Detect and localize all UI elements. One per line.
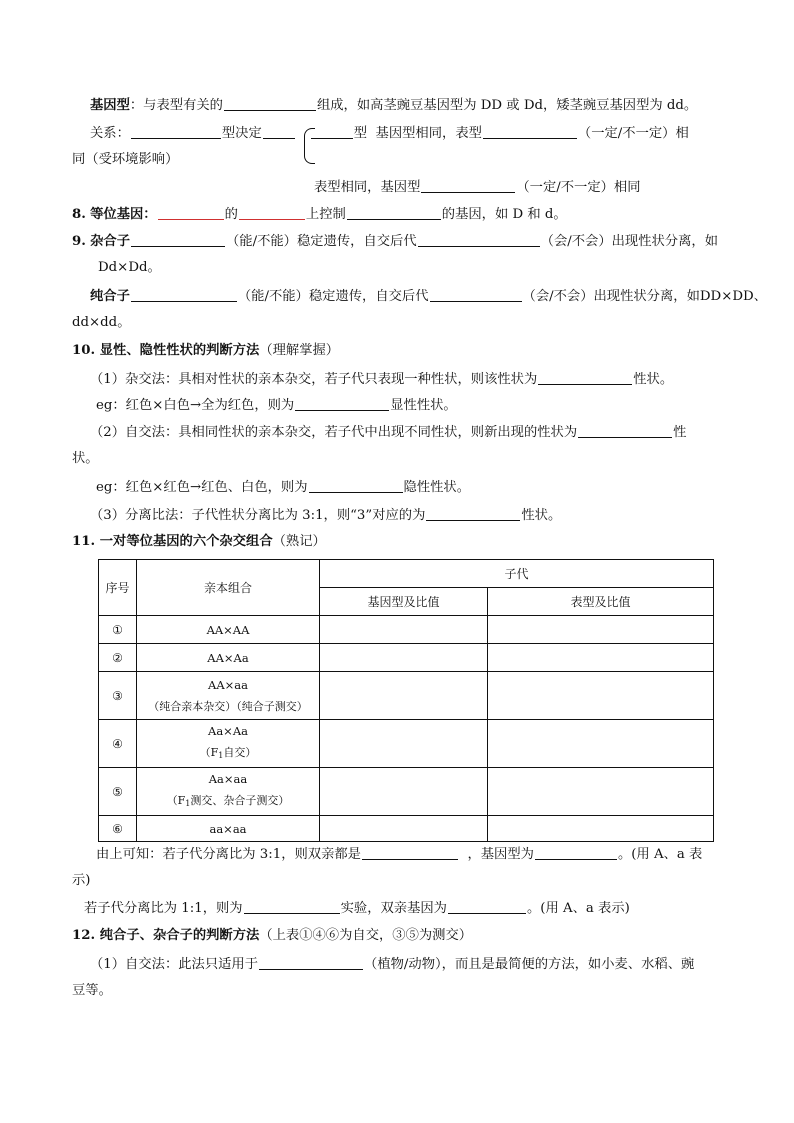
self-method: （2）自交法：具相同性状的亲本杂交，若子代中出现不同性状，则新出现的性状为 性	[90, 425, 687, 440]
blank[interactable]	[239, 205, 305, 220]
table-row: ⑤ Aa×aa （$F_1$测交、杂合子测交）	[99, 768, 714, 816]
self-example: eg：红色×红色→红色、白色，则为 隐性性状。	[96, 480, 471, 495]
header-genotype: 基因型及比值	[320, 588, 488, 616]
homozygote-example: dd×dd。	[72, 315, 131, 330]
cross-method: （1）杂交法：具相对性状的亲本杂交，若子代只表现一种性状，则该性状为 性状。	[90, 372, 674, 387]
blank[interactable]	[426, 506, 520, 521]
dominance-title: 10. 显性、隐性性状的判断方法（理解掌握）	[72, 343, 340, 358]
blank[interactable]	[538, 370, 632, 385]
answer-cell[interactable]	[320, 816, 488, 842]
answer-cell[interactable]	[488, 720, 714, 768]
blank[interactable]	[158, 205, 224, 220]
table-row: ② AA×Aa	[99, 644, 714, 672]
purity-self-method: （1）自交法：此法只适用于 （植物/动物），而且是最简便的方法，如小麦、水稻、豌	[90, 957, 695, 972]
allele-line: 8. 等位基因： 的 上控制 的基因，如 D 和 d。	[72, 207, 567, 222]
table-row: ④ Aa×Aa （$F_1$自交）	[99, 720, 714, 768]
blank[interactable]	[309, 478, 403, 493]
answer-cell[interactable]	[488, 672, 714, 720]
heterozygote-term: 杂合子	[90, 234, 131, 249]
heterozygote-example: Dd×Dd。	[98, 260, 161, 275]
blank[interactable]	[418, 232, 540, 247]
blank[interactable]	[263, 124, 295, 139]
answer-cell[interactable]	[320, 616, 488, 644]
table-row: ⑥ aa×aa	[99, 816, 714, 842]
answer-cell[interactable]	[320, 672, 488, 720]
header-phenotype: 表型及比值	[488, 588, 714, 616]
blank[interactable]	[347, 205, 441, 220]
answer-cell[interactable]	[488, 644, 714, 672]
blank[interactable]	[295, 396, 389, 411]
answer-cell[interactable]	[320, 644, 488, 672]
header-parents: 亲本组合	[137, 560, 320, 616]
purity-title: 12. 纯合子、杂合子的判断方法（上表①④⑥为自交，③⑤为测交）	[72, 928, 473, 943]
homozygote-term: 纯合子	[90, 289, 130, 304]
genotype-term: 基因型	[90, 98, 130, 113]
blank[interactable]	[362, 845, 458, 860]
answer-cell[interactable]	[320, 720, 488, 768]
brace-symbol	[304, 128, 315, 164]
blank[interactable]	[578, 423, 672, 438]
genotype-relation-cont: 同（受环境影响）	[72, 152, 179, 167]
conclusion-2: 若子代分离比为 1:1，则为 实验，双亲基因为 。(用 A、a 表示)	[84, 901, 630, 916]
six-crosses-title: 11. 一对等位基因的六个杂交组合（熟记）	[72, 534, 326, 549]
conclusion-1: 由上可知：若子代分离比为 3:1，则双亲都是 ，基因型为 。(用 A、a 表	[96, 847, 703, 862]
blank[interactable]	[244, 899, 340, 914]
blank[interactable]	[421, 178, 515, 193]
blank[interactable]	[483, 124, 577, 139]
genotype-relation: 关系： 型决定 型 基因型相同，表型 （一定/不一定）相	[90, 126, 689, 141]
answer-cell[interactable]	[488, 616, 714, 644]
answer-cell[interactable]	[488, 816, 714, 842]
blank[interactable]	[448, 899, 526, 914]
answer-cell[interactable]	[320, 768, 488, 816]
blank[interactable]	[311, 124, 353, 139]
self-method-cont: 状。	[72, 451, 99, 466]
allele-term: 等位基因：	[90, 207, 157, 222]
crosses-table	[98, 559, 714, 842]
blank[interactable]	[430, 287, 522, 302]
blank[interactable]	[224, 96, 316, 111]
header-offspring: 子代	[320, 560, 714, 588]
genotype-definition: 基因型：与表型有关的 组成，如高茎豌豆基因型为 DD 或 Dd，矮茎豌豆基因型为 dd。	[90, 98, 698, 113]
heterozygote-line: 9. 杂合子 （能/不能）稳定遗传，自交后代 （会/不会）出现性状分离，如	[72, 234, 718, 249]
table-row: ③ AA×aa （纯合亲本杂交）（纯合子测交）	[99, 672, 714, 720]
blank[interactable]	[131, 287, 237, 302]
genotype-relation-2: 表型相同，基因型 （一定/不一定）相同	[314, 180, 641, 195]
blank[interactable]	[131, 124, 221, 139]
conclusion-1-cont: 示)	[72, 873, 91, 888]
ratio-method: （3）分离比法：子代性状分离比为 3:1，则“3”对应的为 性状。	[90, 508, 562, 523]
answer-cell[interactable]	[488, 768, 714, 816]
blank[interactable]	[259, 955, 363, 970]
header-index: 序号	[99, 560, 137, 616]
blank[interactable]	[131, 232, 225, 247]
table-row: ① AA×AA	[99, 616, 714, 644]
homozygote-line: 纯合子 （能/不能）稳定遗传，自交后代 （会/不会）出现性状分离，如DD×DD、	[90, 289, 767, 304]
purity-self-method-cont: 豆等。	[72, 983, 112, 998]
blank[interactable]	[535, 845, 617, 860]
cross-example: eg：红色×白色→全为红色，则为 显性性状。	[96, 398, 457, 413]
